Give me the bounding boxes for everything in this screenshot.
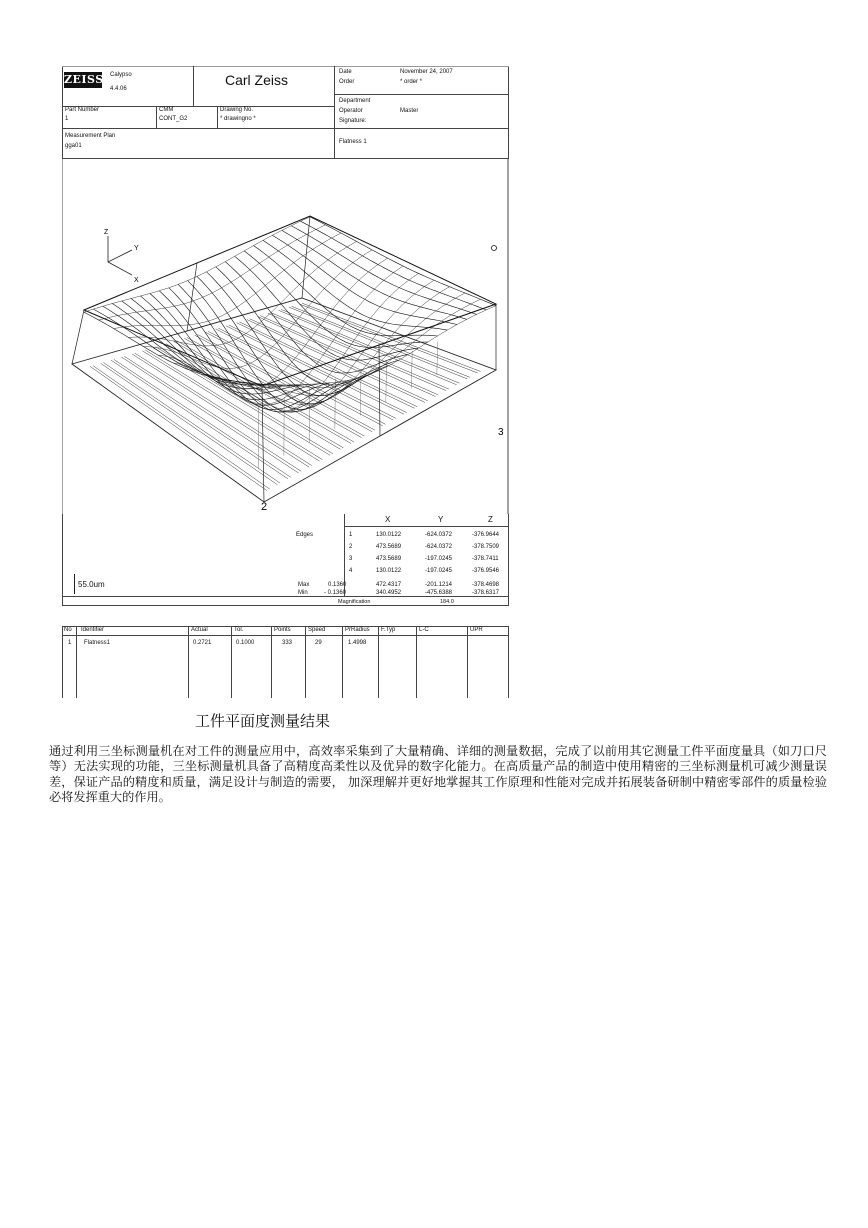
pillar-line [72,310,84,364]
edge-x: 130.0122 [376,568,402,574]
measurement-report [62,62,509,698]
magnification-label: Magnification [338,599,371,605]
magnification-value: 184.0 [440,599,454,605]
surface-curve [272,235,457,324]
cell-speed: 29 [315,640,322,646]
date-value: November 24, 2007 [400,69,453,75]
cmm-label: CMM [159,107,174,113]
signature-label: Signature: [339,118,367,124]
corner-marker-2: 2 [261,501,268,513]
department-label: Department [339,98,371,104]
th-lc: L-C [419,627,429,633]
edges-label: Edges [296,532,314,538]
th-ftyp: F.Typ [381,627,396,633]
th-speed: Speed [308,627,326,633]
plane-stripe [142,351,319,461]
feature-label: Flatness 1 [339,139,367,145]
min-value: - 0.1360 [324,590,347,596]
axis-z-label: Z [104,229,109,236]
plane-stripe [111,360,288,479]
edge-y: -624.0372 [425,544,453,550]
plane-stripe [132,354,309,467]
flatness-3d-plot [62,158,509,519]
edge-x: 130.0122 [376,532,402,538]
edge-index: 3 [349,556,353,562]
axis-triad [108,236,132,275]
part-number-value: 1 [65,116,69,122]
th-identifier: Identifier [81,627,105,633]
pillar-line [302,216,310,298]
part-number-label: Part Number [65,107,100,113]
zeiss-logo: ZEISS [64,73,104,86]
software-version: 4.4.06 [110,86,127,92]
drawing-value: * drawingno * [220,116,256,122]
col-y-header: Y [438,515,444,524]
max-x: 472.4317 [376,582,402,588]
edge-x: 473.5689 [376,544,402,550]
th-tol: Tol. [234,627,244,633]
edge-z: -378.7509 [472,544,500,550]
min-x: 340.4952 [376,590,402,596]
th-upr: UPR [470,627,483,633]
pillar-line [187,263,197,331]
min-label: Min [298,590,308,596]
axis-x-label: X [134,277,139,284]
surface-curve [254,246,438,336]
max-label: Max [298,582,310,588]
operator-label: Operator [339,108,363,114]
cell-tol: 0.1000 [236,640,255,646]
col-x-header: X [385,515,391,524]
th-no: No [64,627,72,633]
plane-stripe [187,337,364,436]
edge-x: 473.5689 [376,556,402,562]
min-y: -475.6388 [425,590,453,596]
plane-stripe [93,366,270,489]
date-label: Date [339,69,352,75]
cell-no: 1 [68,640,72,646]
edge-index: 1 [349,532,353,538]
pillar-line [437,342,438,375]
cell-actual: 0.2721 [193,640,212,646]
surface-curve [291,226,476,315]
plane-stripe [114,359,291,477]
surface-curve [310,217,496,306]
plan-value: gga01 [65,143,82,149]
max-y: -201.1214 [425,582,453,588]
edge-index: 2 [349,544,353,550]
surface-curve [178,284,359,412]
reference-pillars [72,216,496,502]
th-prradius: PrRadius [345,627,370,633]
edge-z: -376.9546 [472,568,500,574]
flatness-wireframe [62,158,509,514]
plane-stripe [124,356,301,471]
plan-label: Measurement Plan [65,133,116,139]
company-title: Carl Zeiss [225,72,289,88]
order-label: Order [339,79,355,85]
drawing-label: Drawing No. [220,107,254,113]
surface-curve [99,225,326,320]
order-value: * order * [400,79,423,85]
surface-curve [263,240,447,330]
max-z: -378.4698 [472,582,500,588]
edge-y: -197.0245 [425,568,453,574]
plane-stripe [103,362,280,483]
corner-marker-3: 3 [498,427,504,438]
surface-curve [84,312,262,390]
plane-stripe [153,348,330,456]
axis-y-label: Y [134,245,139,252]
scale-label: 55.0um [78,580,105,589]
results-table [62,626,509,698]
software-name: Calypso [110,72,132,78]
operator-value: Master [400,108,419,114]
max-value: 0.1360 [328,582,347,588]
plane-stripe [268,313,446,390]
edge-y: -624.0372 [425,532,453,538]
col-z-header: Z [488,515,493,524]
cell-points: 333 [282,640,293,646]
pillar-line [379,345,380,436]
plane-stripe [216,329,394,420]
figure-caption: 工件平面度测量结果 [195,712,331,730]
th-points: Points [274,627,291,633]
edge-y: -197.0245 [425,556,453,562]
plane-stripe [90,366,267,490]
edge-z: -376.9644 [472,532,500,538]
th-actual: Actual [191,627,208,633]
plane-stripe [163,345,340,450]
edge-z: -378.7411 [472,556,499,562]
cell-prradius: 1.4998 [348,640,367,646]
body-paragraph: 通过利用三坐标测量机在对工件的测量应用中，高效率采集到了大量精确、详细的测量数据，完成了以前用其它测量工件平面度量具（如刀口尺等）无法实现的功能，三坐标测量机具备了高精度高柔性以及优异的数字化能力。在高质量产品的制造中使用精密的三坐标测量机可减少测量误差，保证产品的精度和质量，满足设计与制造的需要， 加深理解并更好地掌握其工作原理和性能对完成并拓展装备研制中精密零部件的质量检验必将发挥重大的作用。 [49,744,827,804]
corner-marker-icon [492,246,497,251]
cmm-value: CONT_G2 [159,116,188,122]
report-header [62,62,509,159]
edge-index: 4 [349,568,353,574]
min-z: -378.6317 [472,590,500,596]
coordinates-block [62,514,509,606]
cell-identifier: Flatness1 [84,640,111,646]
